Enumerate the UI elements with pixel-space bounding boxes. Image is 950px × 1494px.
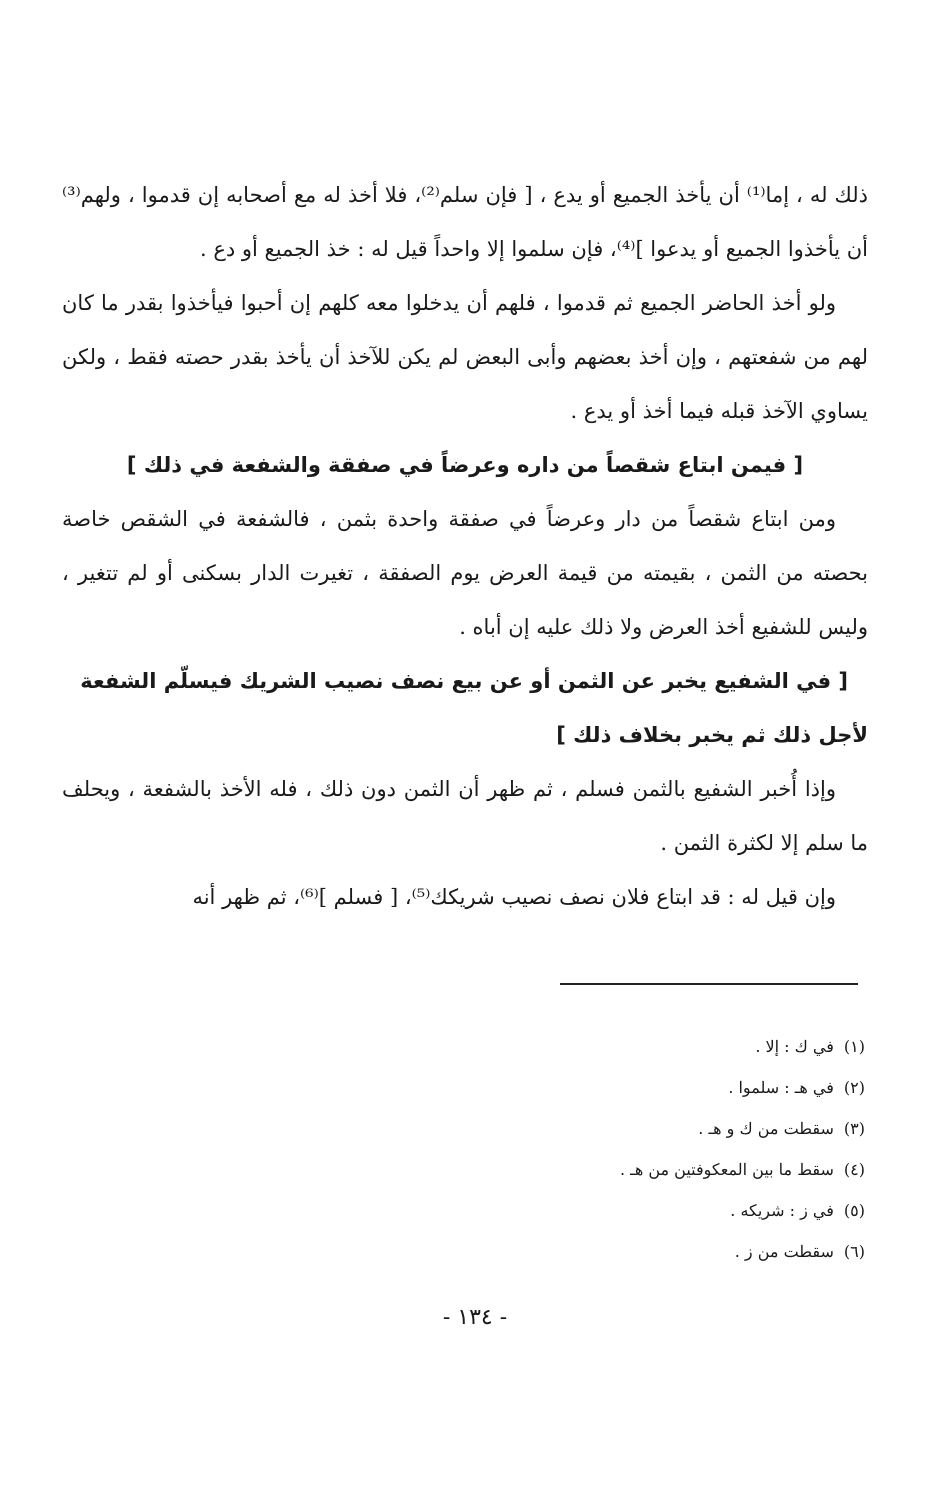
section-heading-2: [ في الشفيع يخبر عن الثمن أو عن بيع نصف نصيب الشريك فيسلّم الشفعة لأجل ذلك ثم يخبر بخلاف ذلك ] bbox=[80, 669, 868, 747]
footnotes-list bbox=[365, 1026, 865, 1272]
footnote-item bbox=[365, 1231, 865, 1272]
paragraph-2: ولو أخذ الحاضر الجميع ثم قدموا ، فلهم أن يدخلوا معه كلهم إن أحبوا فيأخذوا بقدر ما كان لهم من شفعتهم ، وإن أخذ بعضهم وأبى البعض لم يكن للآخذ أن يأخذ بقدر حصته فقط ، ولكن يساوي الآخذ قبله فيما أخذ أو يدع . bbox=[62, 291, 868, 423]
footnote-text: سقطت من ك و هـ . bbox=[698, 1119, 834, 1138]
footnote-divider bbox=[560, 983, 858, 985]
paragraph-1: ذلك له ، إما⁽¹⁾ أن يأخذ الجميع أو يدع ، [ فإن سلم⁽²⁾، فلا أخذ له مع أصحابه إن قدموا ، ولهم⁽³⁾ أن يأخذوا الجميع أو يدعوا ]⁽⁴⁾، فإن سلموا إلا واحداً قيل له : خذ الجميع أو دع . bbox=[62, 183, 868, 261]
page-body bbox=[62, 168, 868, 924]
footnote-number: (٤) bbox=[843, 1160, 865, 1179]
footnote-item bbox=[365, 1108, 865, 1149]
footnote-item bbox=[365, 1190, 865, 1231]
footnote-number: (١) bbox=[843, 1037, 865, 1056]
footnote-text: سقط ما بين المعكوفتين من هـ . bbox=[619, 1160, 834, 1179]
footnote-text: سقطت من ز . bbox=[734, 1242, 834, 1261]
paragraph-5: وإن قيل له : قد ابتاع فلان نصف نصيب شريكك⁽⁵⁾، [ فسلم ]⁽⁶⁾، ثم ظهر أنه bbox=[192, 885, 836, 909]
footnote-item bbox=[365, 1149, 865, 1190]
footnote-number: (٦) bbox=[843, 1242, 865, 1261]
footnote-item bbox=[365, 1026, 865, 1067]
page-number: - ١٣٤ - bbox=[442, 1305, 508, 1330]
paragraph-3: ومن ابتاع شقصاً من دار وعرضاً في صفقة واحدة بثمن ، فالشفعة في الشقص خاصة بحصته من الثمن ، بقيمته من قيمة العرض يوم الصفقة ، تغيرت الدار بسكنى أو لم تتغير ، وليس للشفيع أخذ العرض ولا ذلك عليه إن أباه . bbox=[62, 507, 868, 639]
footnote-number: (٥) bbox=[843, 1201, 865, 1220]
section-heading-1: [ فيمن ابتاع شقصاً من داره وعرضاً في صفقة والشفعة في ذلك ] bbox=[126, 453, 804, 477]
footnote-text: في ك : إلا . bbox=[755, 1037, 834, 1056]
footnote-number: (٣) bbox=[843, 1119, 865, 1138]
footnote-text: في هـ : سلموا . bbox=[728, 1078, 834, 1097]
footnote-text: في ز : شريكه . bbox=[730, 1201, 834, 1220]
paragraph-4: وإذا أُخبر الشفيع بالثمن فسلم ، ثم ظهر أن الثمن دون ذلك ، فله الأخذ بالشفعة ، ويحلف ما سلم إلا لكثرة الثمن . bbox=[62, 777, 868, 855]
footnote-number: (٢) bbox=[843, 1078, 865, 1097]
footnote-item bbox=[365, 1067, 865, 1108]
